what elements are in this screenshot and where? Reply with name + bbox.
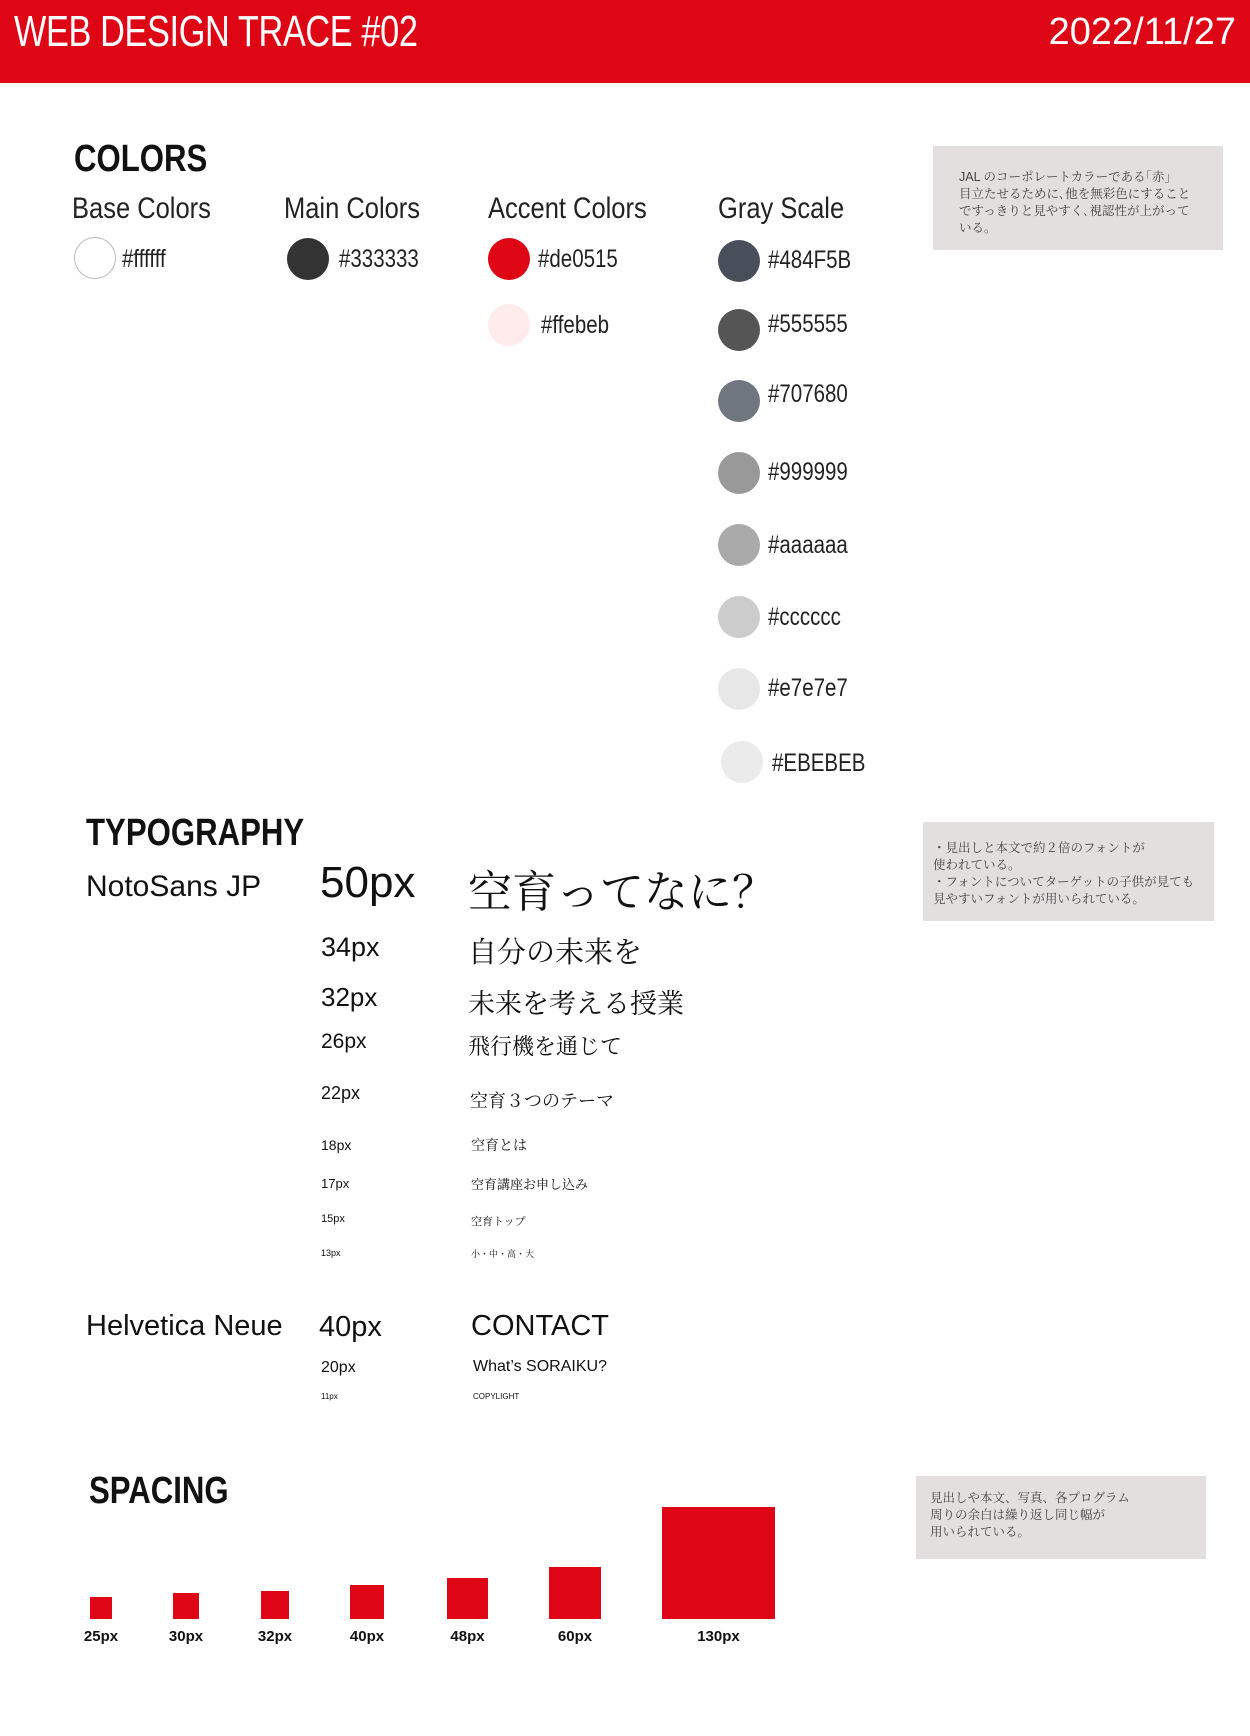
font-name-notosans: NotoSans JP <box>86 870 262 903</box>
type-sample: 空育トップ <box>471 1216 526 1228</box>
spacing-note: 見出しや本文、写真、各プログラム 周りの余白は繰り返し同じ幅が 用いられている。 <box>916 1476 1206 1559</box>
spacing-section-title: SPACING <box>89 1470 229 1512</box>
type-sample: CONTACT <box>471 1310 610 1342</box>
swatch-555555 <box>718 309 760 351</box>
swatch-label: #ffffff <box>122 245 166 273</box>
swatch-label: #cccccc <box>768 603 841 631</box>
swatch-label: #333333 <box>339 245 419 273</box>
swatch-label: #de0515 <box>538 245 618 273</box>
size-label: 17px <box>321 1176 350 1191</box>
size-label: 26px <box>321 1030 367 1053</box>
gray-scale-title: Gray Scale <box>718 192 845 225</box>
spacing-box-32px <box>261 1591 289 1619</box>
typography-section-title: TYPOGRAPHY <box>86 812 305 854</box>
type-sample: 空育ってなに？ <box>468 868 776 917</box>
swatch-484f5b <box>718 240 760 282</box>
size-label: 20px <box>321 1359 356 1376</box>
spacing-label: 25px <box>83 1628 119 1645</box>
swatch-label: #555555 <box>768 310 848 338</box>
swatch-de0515 <box>488 238 530 280</box>
type-sample: 小・中・高・大 <box>471 1249 535 1259</box>
spacing-box-130px <box>662 1507 775 1619</box>
size-label: 13px <box>321 1248 341 1258</box>
size-label: 22px <box>321 1083 361 1103</box>
swatch-cccccc <box>718 596 760 638</box>
spacing-label: 48px <box>450 1628 485 1645</box>
swatch-label: #ffebeb <box>541 311 610 339</box>
swatch-label: #e7e7e7 <box>768 674 848 702</box>
swatch-label: #999999 <box>768 458 848 486</box>
base-colors-title: Base Colors <box>72 192 211 225</box>
type-sample: What’s SORAIKU? <box>473 1358 607 1375</box>
swatch-ffffff <box>74 237 116 279</box>
size-label: 32px <box>321 982 378 1012</box>
swatch-333333 <box>287 238 329 280</box>
spacing-label: 30px <box>168 1628 204 1645</box>
spacing-box-40px <box>350 1585 384 1619</box>
swatch-707680 <box>718 380 760 422</box>
size-label: 34px <box>321 932 380 962</box>
swatch-label: #707680 <box>768 380 848 408</box>
type-sample: 空育講座お申し込み <box>471 1177 589 1192</box>
swatch-ffebeb <box>488 304 530 346</box>
colors-section-title: COLORS <box>74 138 208 180</box>
accent-colors-title: Accent Colors <box>488 192 647 225</box>
spacing-label: 130px <box>697 1628 740 1645</box>
type-sample: COPYLIGHT <box>473 1392 520 1401</box>
size-label: 40px <box>319 1311 382 1343</box>
typography-note: ・見出しと本文で約２倍のフォントが 使われている｡ ・フォントについてターゲットの子供が見ても 見やすいフォントが用いられている｡ <box>923 822 1214 921</box>
spacing-label: 40px <box>349 1628 385 1645</box>
swatch-999999 <box>718 452 760 494</box>
type-sample: 未来を考える授業 <box>468 989 684 1019</box>
spacing-label: 60px <box>557 1628 593 1645</box>
swatch-aaaaaa <box>718 524 760 566</box>
type-sample: 空育３つのテーマ <box>470 1091 614 1111</box>
spacing-box-48px <box>447 1578 488 1619</box>
page-title: WEB DESIGN TRACE #02 <box>14 7 418 56</box>
swatch-e7e7e7 <box>718 668 760 710</box>
main-colors-title: Main Colors <box>284 192 421 225</box>
size-label: 18px <box>321 1137 352 1153</box>
spacing-label: 32px <box>257 1628 293 1645</box>
spacing-box-30px <box>173 1593 199 1619</box>
swatch-label: #aaaaaa <box>768 531 848 559</box>
spacing-box-25px <box>90 1597 112 1619</box>
type-sample: 飛行機を通じて <box>468 1034 623 1059</box>
page-date: 2022/11/27 <box>1048 11 1236 53</box>
size-label: 15px <box>321 1213 345 1225</box>
spacing-box-60px <box>549 1567 601 1619</box>
swatch-label: #484F5B <box>768 246 852 274</box>
type-sample: 空育とは <box>471 1137 527 1153</box>
colors-note: JAL のコーポレートカラーである｢赤｣ 目立たせるために､他を無彩色にすること ですっきりと見やすく､視認性が上がって いる｡ <box>933 146 1223 250</box>
size-label: 50px <box>320 858 416 907</box>
swatch-label: #EBEBEB <box>772 749 866 777</box>
swatch-ebebeb <box>721 741 763 783</box>
size-label: 11px <box>321 1392 338 1401</box>
font-name-helvetica: Helvetica Neue <box>86 1310 283 1342</box>
type-sample: 自分の未来を <box>468 937 643 969</box>
